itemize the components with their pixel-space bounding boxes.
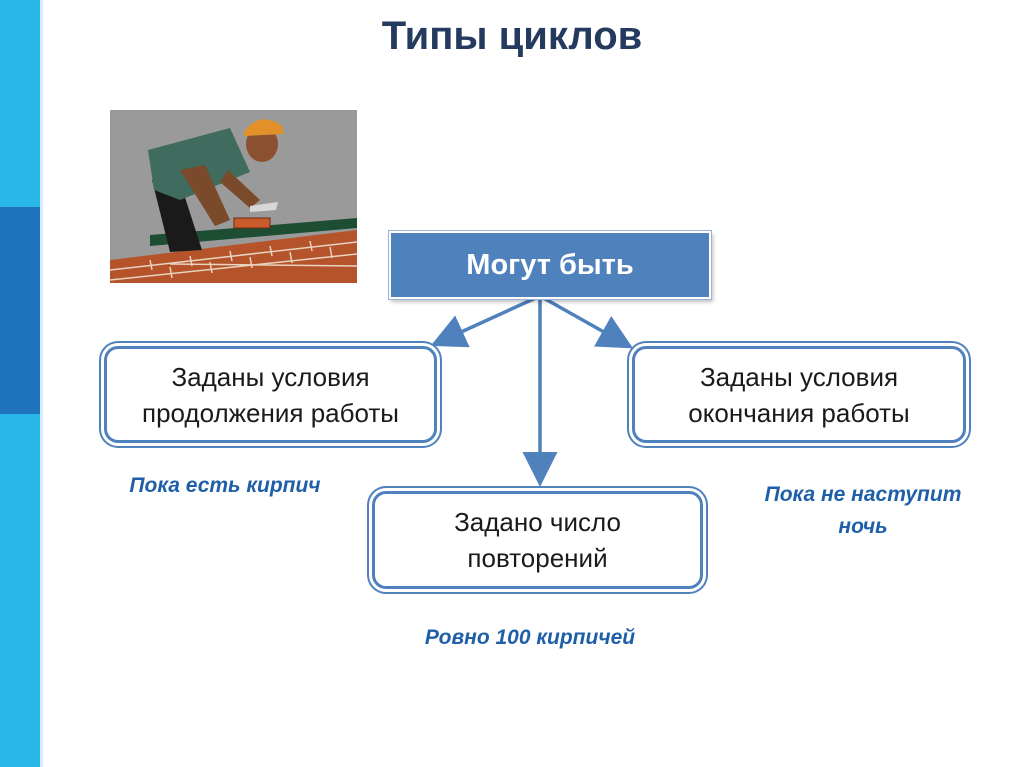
arrow-to-left-box [437,296,540,343]
arrow-to-right-box [540,296,627,345]
repeat-count-box [372,491,703,589]
repeat-count-example: Ровно 100 кирпичей [424,626,636,649]
slide-title: Типы циклов [381,14,643,58]
central-label: Могут быть [466,248,634,281]
central-label-box [389,231,711,299]
continue-condition-example: Пока есть кирпич [129,474,321,497]
end-condition-label: Заданы условия окончания работы [688,361,910,428]
continue-condition-box [104,346,437,443]
continue-condition-label: Заданы условия продолжения работы [142,361,399,428]
repeat-count-label: Задано число повторений [454,507,621,573]
end-condition-box [632,346,966,443]
end-condition-example: Пока не наступит ночь [764,483,962,538]
